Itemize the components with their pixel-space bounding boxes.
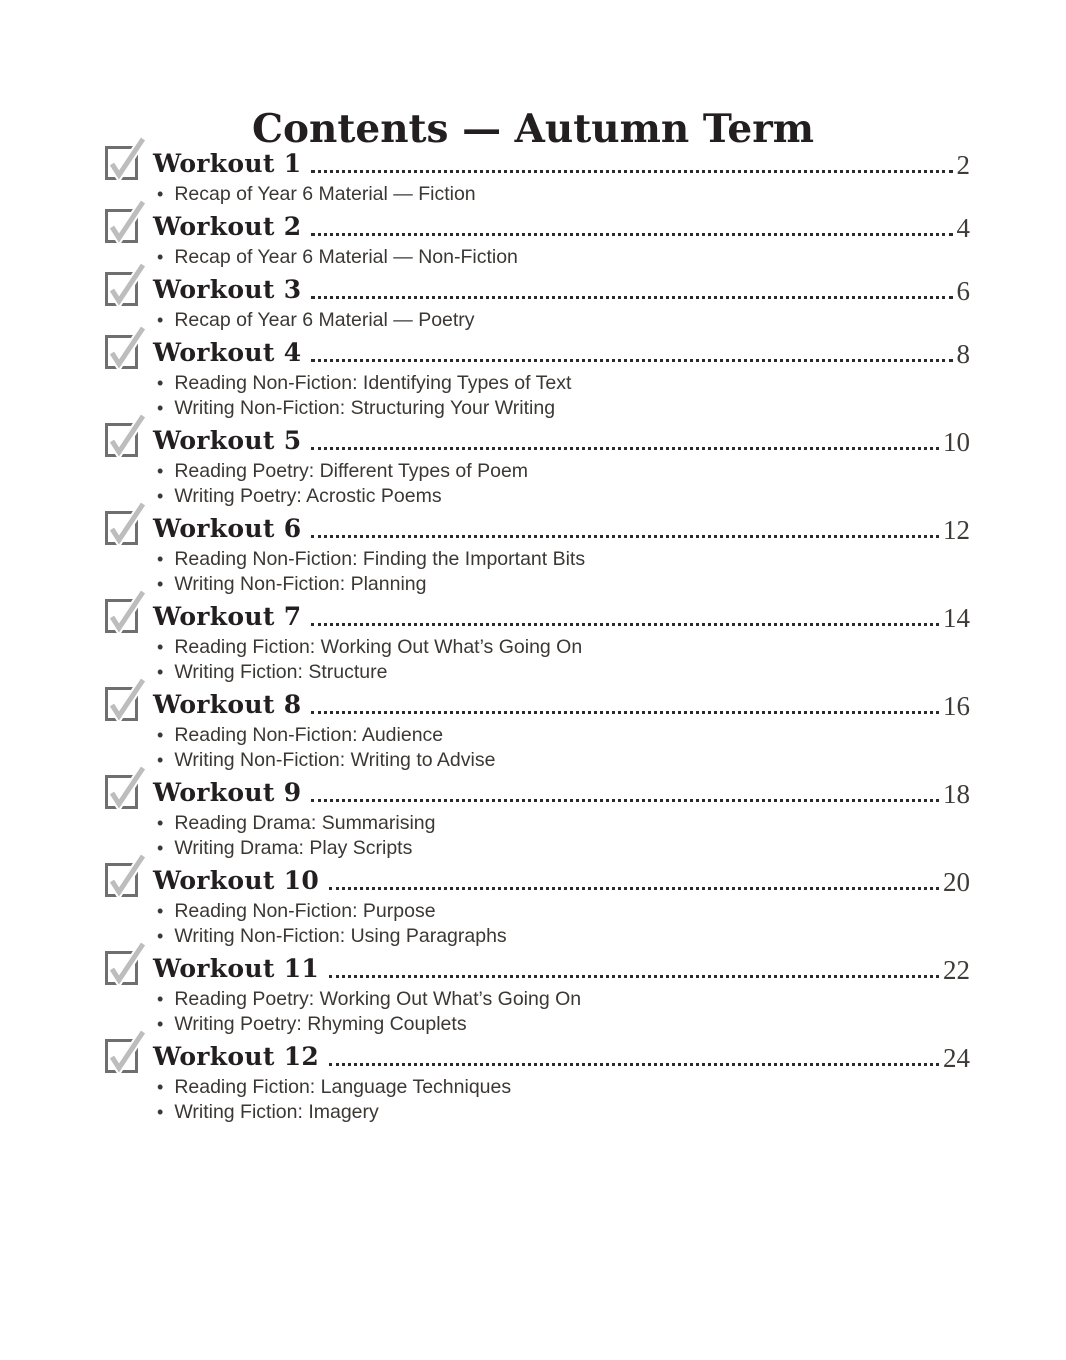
topic-list — [105, 899, 970, 949]
workout-checkbox[interactable] — [105, 599, 138, 633]
toc-entry-head — [105, 597, 970, 635]
topic-label: Writing Poetry: Rhyming Couplets — [174, 1013, 467, 1035]
toc-entry — [105, 1037, 970, 1125]
toc-entry-head — [105, 773, 970, 811]
page-number: 4 — [956, 212, 970, 243]
dot-leader — [311, 623, 939, 626]
toc-entry — [105, 207, 970, 270]
topic-item — [157, 371, 970, 396]
topic-label: Reading Non-Fiction: Audience — [174, 724, 444, 746]
page-number: 2 — [956, 149, 970, 180]
bullet-icon: • — [157, 398, 164, 418]
toc-entry — [105, 144, 970, 207]
checkmark-icon — [107, 274, 140, 307]
page-number: 18 — [943, 778, 970, 809]
topic-item — [157, 547, 970, 572]
topic-label: Reading Non-Fiction: Identifying Types of Text — [174, 372, 572, 394]
topic-list — [105, 1075, 970, 1125]
page-number: 24 — [943, 1042, 970, 1073]
checkmark-icon — [107, 337, 140, 370]
toc-entry — [105, 509, 970, 597]
checkmark-icon — [107, 211, 140, 244]
topic-item — [157, 836, 970, 861]
topic-label: Writing Non-Fiction: Structuring Your Writing — [174, 397, 556, 419]
bullet-icon: • — [157, 184, 164, 204]
topic-item — [157, 924, 970, 949]
topic-list — [105, 811, 970, 861]
workout-label: Workout 7 — [153, 601, 302, 631]
bullet-icon: • — [157, 461, 164, 481]
workout-label: Workout 8 — [153, 689, 302, 719]
workout-label: Workout 11 — [153, 953, 320, 983]
topic-label: Writing Fiction: Structure — [174, 661, 388, 683]
page-title: Contents — Autumn Term — [251, 106, 815, 153]
workout-checkbox[interactable] — [105, 863, 138, 897]
checkmark-icon — [107, 148, 140, 181]
topic-item — [157, 1012, 970, 1037]
workout-checkbox[interactable] — [105, 423, 138, 457]
topic-item — [157, 459, 970, 484]
topic-item — [157, 484, 970, 509]
bullet-icon: • — [157, 1014, 164, 1034]
bullet-icon: • — [157, 574, 164, 594]
workout-label: Workout 4 — [153, 337, 302, 367]
topic-item — [157, 723, 970, 748]
workout-checkbox[interactable] — [105, 775, 138, 809]
topic-list — [105, 547, 970, 597]
topic-label: Writing Non-Fiction: Writing to Advise — [174, 749, 496, 771]
toc-entry — [105, 421, 970, 509]
page-number: 22 — [943, 954, 970, 985]
bullet-icon: • — [157, 750, 164, 770]
checkmark-icon — [107, 513, 140, 546]
workout-checkbox[interactable] — [105, 1039, 138, 1073]
topic-list — [105, 308, 970, 333]
toc-entry-head — [105, 144, 970, 182]
bullet-icon: • — [157, 838, 164, 858]
topic-item — [157, 572, 970, 597]
bullet-icon: • — [157, 486, 164, 506]
bullet-icon: • — [157, 637, 164, 657]
topic-label: Writing Drama: Play Scripts — [174, 837, 413, 859]
topic-item — [157, 635, 970, 660]
dot-leader — [311, 170, 952, 173]
checkmark-icon — [107, 601, 140, 634]
bullet-icon: • — [157, 247, 164, 267]
topic-label: Reading Drama: Summarising — [174, 812, 436, 834]
checkmark-icon — [107, 689, 140, 722]
topic-label: Recap of Year 6 Material — Fiction — [174, 183, 476, 205]
topic-label: Reading Poetry: Different Types of Poem — [174, 460, 529, 482]
dot-leader — [311, 233, 952, 236]
workout-label: Workout 10 — [153, 865, 320, 895]
topic-item — [157, 987, 970, 1012]
bullet-icon: • — [157, 662, 164, 682]
topic-item — [157, 811, 970, 836]
toc-entry-head — [105, 270, 970, 308]
topic-label: Writing Fiction: Imagery — [174, 1101, 379, 1123]
topic-label: Writing Poetry: Acrostic Poems — [174, 485, 442, 507]
toc-entry — [105, 773, 970, 861]
workout-label: Workout 1 — [153, 148, 302, 178]
bullet-icon: • — [157, 725, 164, 745]
bullet-icon: • — [157, 813, 164, 833]
page-number: 6 — [956, 275, 970, 306]
topic-label: Reading Fiction: Working Out What’s Going On — [174, 636, 583, 658]
dot-leader — [311, 296, 952, 299]
toc-entry-head — [105, 421, 970, 459]
dot-leader — [329, 1063, 939, 1066]
topic-label: Writing Non-Fiction: Planning — [174, 573, 427, 595]
topic-item — [157, 182, 970, 207]
toc-entry-head — [105, 333, 970, 371]
workout-checkbox[interactable] — [105, 209, 138, 243]
checkmark-icon — [107, 865, 140, 898]
topic-list — [105, 371, 970, 421]
toc-entry — [105, 270, 970, 333]
dot-leader — [329, 975, 939, 978]
bullet-icon: • — [157, 1077, 164, 1097]
page-number: 20 — [943, 866, 970, 897]
workout-checkbox[interactable] — [105, 335, 138, 369]
workout-checkbox[interactable] — [105, 146, 138, 180]
topic-label: Reading Non-Fiction: Purpose — [174, 900, 436, 922]
workout-checkbox[interactable] — [105, 951, 138, 985]
bullet-icon: • — [157, 549, 164, 569]
toc-entry-head — [105, 861, 970, 899]
page-number: 16 — [943, 690, 970, 721]
workout-checkbox[interactable] — [105, 687, 138, 721]
topic-item — [157, 899, 970, 924]
bullet-icon: • — [157, 926, 164, 946]
topic-list — [105, 635, 970, 685]
toc-entry — [105, 597, 970, 685]
topic-list — [105, 182, 970, 207]
topic-item — [157, 308, 970, 333]
workout-label: Workout 9 — [153, 777, 302, 807]
dot-leader — [311, 799, 939, 802]
topic-label: Reading Poetry: Working Out What’s Going On — [174, 988, 582, 1010]
topic-list — [105, 245, 970, 270]
bullet-icon: • — [157, 1102, 164, 1122]
workout-label: Workout 5 — [153, 425, 302, 455]
toc-entry-head — [105, 1037, 970, 1075]
workout-label: Workout 12 — [153, 1041, 320, 1071]
page-number: 8 — [956, 338, 970, 369]
checkmark-icon — [107, 777, 140, 810]
contents-list — [105, 144, 970, 1125]
checkmark-icon — [107, 1041, 140, 1074]
topic-label: Writing Non-Fiction: Using Paragraphs — [174, 925, 507, 947]
topic-item — [157, 1075, 970, 1100]
topic-label: Recap of Year 6 Material — Poetry — [174, 309, 475, 331]
toc-entry — [105, 685, 970, 773]
dot-leader — [311, 359, 952, 362]
topic-list — [105, 459, 970, 509]
workout-checkbox[interactable] — [105, 272, 138, 306]
page-number: 12 — [943, 514, 970, 545]
topic-label: Reading Fiction: Language Techniques — [174, 1076, 512, 1098]
topic-item — [157, 245, 970, 270]
dot-leader — [311, 711, 939, 714]
topic-label: Recap of Year 6 Material — Non-Fiction — [174, 246, 518, 268]
dot-leader — [329, 887, 939, 890]
bullet-icon: • — [157, 989, 164, 1009]
bullet-icon: • — [157, 901, 164, 921]
toc-entry — [105, 333, 970, 421]
topic-item — [157, 748, 970, 773]
toc-entry — [105, 949, 970, 1037]
dot-leader — [311, 447, 939, 450]
page-number: 10 — [943, 426, 970, 457]
topic-item — [157, 1100, 970, 1125]
toc-entry-head — [105, 207, 970, 245]
workout-label: Workout 6 — [153, 513, 302, 543]
workout-label: Workout 2 — [153, 211, 302, 241]
toc-entry-head — [105, 949, 970, 987]
bullet-icon: • — [157, 310, 164, 330]
dot-leader — [311, 535, 939, 538]
topic-list — [105, 987, 970, 1037]
topic-label: Reading Non-Fiction: Finding the Important Bits — [174, 548, 586, 570]
bullet-icon: • — [157, 373, 164, 393]
topic-item — [157, 660, 970, 685]
toc-entry — [105, 861, 970, 949]
checkmark-icon — [107, 953, 140, 986]
toc-entry-head — [105, 509, 970, 547]
workout-checkbox[interactable] — [105, 511, 138, 545]
toc-entry-head — [105, 685, 970, 723]
page-number: 14 — [943, 602, 970, 633]
topic-item — [157, 396, 970, 421]
checkmark-icon — [107, 425, 140, 458]
workout-label: Workout 3 — [153, 274, 302, 304]
topic-list — [105, 723, 970, 773]
